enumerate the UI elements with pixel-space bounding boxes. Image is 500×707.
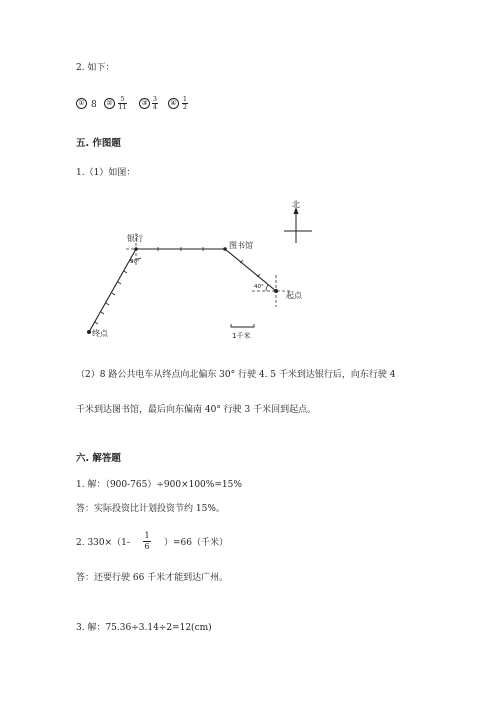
s2-calc-suffix: ）=66（千米） — [164, 538, 228, 548]
library-point — [223, 247, 227, 251]
end-label: 终点 — [92, 329, 108, 338]
circled-1: ① — [76, 98, 87, 109]
section-5-heading: 五. 作图题 — [76, 138, 121, 149]
scale-label: 1千米 — [232, 332, 251, 340]
s2-fraction — [143, 531, 151, 552]
answer-3-fraction — [152, 96, 158, 111]
bank-label: 银行 — [127, 234, 143, 243]
answer-2-denominator: 11 — [118, 103, 127, 111]
answer-4-fraction — [182, 96, 188, 111]
item-2-label: 2. 如下： — [76, 63, 115, 73]
answer-4-numerator: 1 — [182, 95, 188, 103]
section-6-heading: 六. 解答题 — [76, 453, 121, 464]
section-5-q1: 1.（1）如图： — [76, 168, 136, 178]
s2-calc-prefix: 2. 330×（1- — [76, 538, 130, 548]
section-5-q2-line1: （2）8 路公共电车从终点向北偏东 30° 行驶 4. 5 千米到达银行后，向东行驶 4 — [76, 370, 396, 380]
start-label: 起点 — [286, 291, 302, 300]
answer-1-value: 8 — [91, 100, 97, 110]
circled-3: ③ — [139, 98, 150, 109]
scale-bar — [231, 324, 254, 340]
route-line — [89, 249, 276, 332]
angle-30-label: 30° — [130, 259, 140, 265]
north-compass — [284, 199, 312, 243]
route-diagram — [0, 195, 500, 345]
answer-4-denominator: 2 — [182, 103, 188, 111]
answer-2-numerator: 5 — [120, 95, 125, 103]
answer-2-fraction — [118, 96, 127, 111]
answer-3-denominator: 4 — [152, 103, 158, 111]
start-point — [274, 289, 278, 293]
north-label: 北 — [292, 200, 300, 209]
angle-40-label: 40° — [254, 284, 264, 290]
section-6-s3-calc: 3. 解：75.36÷3.14÷2=12(cm) — [76, 623, 212, 633]
section-6-s1-calc: 1. 解：（900-765）÷900×100%=15% — [76, 480, 242, 490]
s2-numerator: 1 — [144, 531, 150, 540]
end-point — [87, 330, 91, 334]
answer-3-numerator: 3 — [152, 95, 158, 103]
section-6-s2-answer: 答：还要行驶 66 千米才能到达广州。 — [76, 573, 229, 583]
s2-denominator: 6 — [144, 542, 150, 551]
section-5-q2-line2: 千米到达图书馆，最后向东偏南 40° 行驶 3 千米回到起点。 — [76, 405, 317, 415]
circled-2: ② — [104, 98, 115, 109]
library-label: 图书馆 — [229, 241, 253, 250]
circled-4: ④ — [168, 98, 179, 109]
bank-point — [134, 247, 138, 251]
section-6-s1-answer: 答：实际投资比计划投资节约 15%。 — [76, 504, 225, 514]
